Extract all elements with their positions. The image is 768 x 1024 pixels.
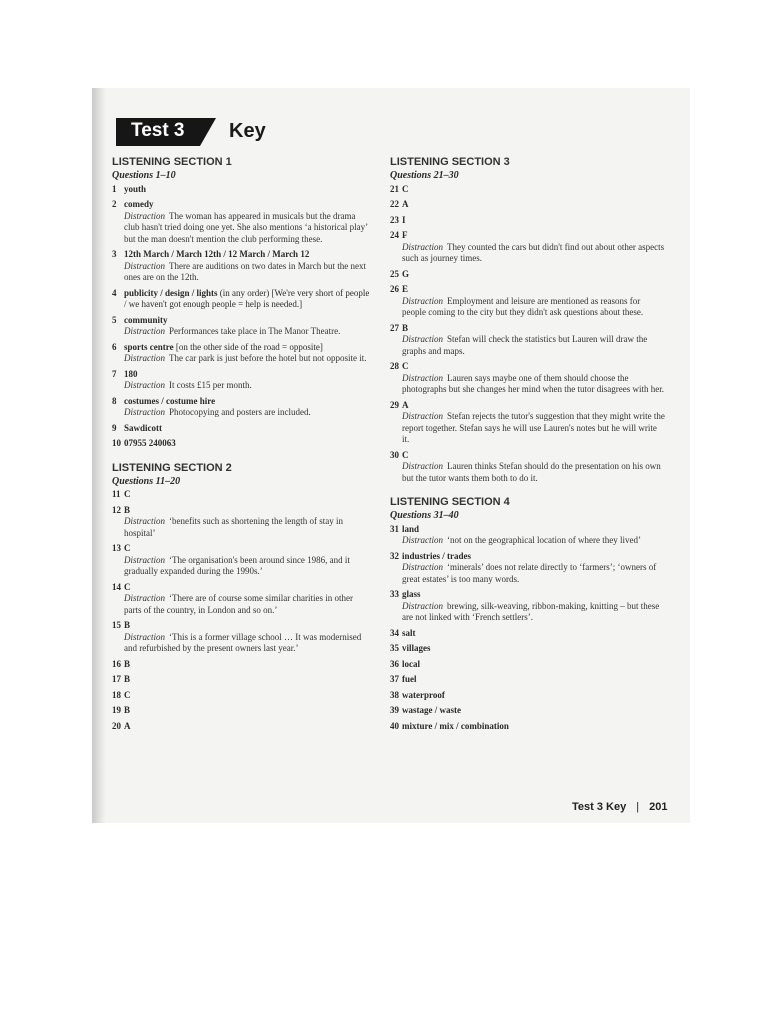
distraction-text: Employment and leisure are mentioned as reasons for people coming to the city but they didn't ask questions about these. [402,295,644,317]
answer-line [402,199,666,211]
distraction-text: They counted the cars but didn't find out about other aspects such as journey times. [402,241,665,263]
question-number: 29 [390,399,399,410]
question-number: 4 [112,287,117,298]
answer-text: C [124,489,131,499]
answer-item [390,269,666,281]
answer-text: B [124,705,131,715]
question-number: 17 [112,674,121,684]
distraction-text: ‘benefits such as shortening the length of stay in hospital’ [124,516,343,538]
question-number: 36 [390,658,399,669]
answer-item [112,659,372,671]
distraction-line [124,632,372,655]
distraction-text: Stefan rejects the tutor's suggestion that they might write the report together. Stefan says he will use Lauren's notes but he will write it. [402,411,665,444]
question-number: 34 [390,627,399,638]
distraction-line [402,535,666,547]
distraction-line [402,296,666,319]
question-number: 25 [390,268,399,279]
distraction-text: Stefan will check the statistics but Lauren will draw the graphs and maps. [402,334,648,356]
answer-text: G [402,268,410,279]
distraction-label: Distraction [402,461,444,471]
question-number: 1 [112,183,117,194]
distraction-text: ‘This is a former village school … It was modernised and refurbished by the present owners last year.’ [124,631,362,653]
left-column [112,156,372,744]
distraction-label: Distraction [124,210,166,221]
answer-line [124,396,372,408]
answer-item [112,620,372,655]
question-number: 11 [112,489,121,499]
answer-item [390,361,666,396]
distraction-text: Lauren thinks Stefan should do the presentation on his own but the tutor wants them both to do it. [402,461,661,483]
distraction-line [124,261,372,284]
answer-item [112,199,372,245]
distraction-label: Distraction [402,334,444,344]
question-number: 31 [390,523,399,534]
answer-text: mixture / mix / combination [402,720,509,731]
question-number: 30 [390,449,399,460]
answer-line [402,721,666,733]
listening-section [112,156,372,450]
distraction-label: Distraction [124,554,166,565]
answer-item [112,288,372,311]
answer-item [390,323,666,358]
answer-item [112,184,372,196]
distraction-line [124,407,372,419]
answer-line [124,674,372,686]
distraction-text: It costs £15 per month. [169,380,252,390]
answer-item [112,369,372,392]
distraction-line [124,555,372,578]
answer-item [390,230,666,265]
distraction-line [124,353,372,365]
answer-line [124,582,372,594]
answer-text: wastage / waste [402,705,461,715]
questions-range: Questions 1–10 [112,170,176,181]
question-number: 22 [390,199,399,209]
distraction-text: The woman has appeared in musicals but the drama club hasn't tried doing one yet. She also mentions ‘a historical play’ but the man doesn't mention the club performing these. [124,210,368,244]
answer-line [402,184,666,196]
answer-line [124,659,372,671]
answer-text: C [402,183,409,194]
questions-range: Questions 11–20 [112,475,181,487]
question-number: 15 [112,620,121,630]
listening-section [390,156,666,484]
answer-line [124,489,372,501]
answer-note: [on the other side of the road = opposite] [173,341,323,352]
question-number: 21 [390,183,399,194]
answer-text: industries / trades [402,550,472,561]
question-number: 27 [390,322,399,333]
distraction-label: Distraction [402,535,444,545]
question-number: 39 [390,705,399,715]
question-number: 38 [390,689,399,700]
answer-line [124,543,372,555]
answer-text: land [402,523,420,534]
test-badge-label: Test 3 [131,120,185,141]
distraction-line [402,334,666,357]
answer-text: publicity / design / lights [124,287,218,298]
answer-line [402,215,666,227]
distraction-text: ‘The organisation's been around since 1986, and it gradually expanded during the 1990s.’ [124,554,350,576]
section-title: LISTENING SECTION 4 [390,496,510,508]
answer-text: 180 [124,368,138,379]
question-number: 37 [390,674,399,684]
distraction-label: Distraction [124,260,166,271]
question-number: 40 [390,720,399,731]
distraction-label: Distraction [124,326,166,336]
question-number: 12 [112,504,121,515]
distraction-line [124,211,372,246]
answer-line [124,620,372,632]
answer-line [124,690,372,702]
distraction-label: Distraction [402,295,444,306]
answer-text: C [124,581,131,592]
question-number: 3 [112,249,117,259]
answer-text: A [402,399,409,410]
answer-line [402,628,666,640]
question-number: 32 [390,550,399,561]
page-footer [572,801,667,813]
answer-text: fuel [402,674,417,684]
distraction-label: Distraction [124,631,166,642]
answer-line [402,643,666,655]
distraction-text: Lauren says maybe one of them should choose the photographs but she changes her mind when the tutor disagrees with her. [402,372,664,394]
question-number: 28 [390,361,399,371]
answer-item [390,674,666,686]
question-number: 2 [112,199,117,209]
answer-line [124,438,372,450]
listening-section [390,496,666,732]
answer-note: (in any order) [We're very short of people / we haven't got enough people = help is needed.] [124,287,370,309]
answer-line [402,284,666,296]
answer-text: C [124,543,131,553]
answer-text: 07955 240063 [124,438,176,448]
answer-line [402,400,666,412]
distraction-line [402,373,666,396]
distraction-label: Distraction [402,372,444,383]
section-title: LISTENING SECTION 3 [390,156,510,168]
distraction-label: Distraction [402,411,444,421]
answer-text: F [402,230,408,240]
answer-text: I [402,214,406,225]
question-number: 20 [112,720,121,731]
distraction-text: ‘minerals’ does not relate directly to ‘farmers’; ‘owners of great estates’ is too many words. [402,562,657,584]
answer-item [112,705,372,717]
answer-item [112,721,372,733]
key-heading: Key [229,120,266,142]
answer-line [402,690,666,702]
answer-text: costumes / costume hire [124,395,216,406]
answer-text: B [402,322,409,333]
questions-range: Questions 21–30 [390,170,459,181]
answer-text: B [124,620,131,630]
answer-item [390,184,666,196]
answer-item [390,199,666,211]
section-title: LISTENING SECTION 2 [112,461,232,474]
footer-label: Test 3 Key [572,801,627,813]
distraction-text: ‘not on the geographical location of where they lived’ [447,535,641,545]
distraction-label: Distraction [124,353,166,363]
answer-line [124,342,372,354]
answer-line [402,674,666,686]
distraction-line [402,562,666,585]
listening-section [112,462,372,733]
question-number: 35 [390,643,399,653]
answer-text: B [124,674,131,684]
answer-text: comedy [124,199,154,209]
question-number: 16 [112,658,121,669]
answer-text: C [402,361,409,371]
answer-text: E [402,284,409,294]
answer-line [402,659,666,671]
distraction-label: Distraction [124,380,166,390]
question-number: 18 [112,689,121,700]
answer-item [112,423,372,435]
answer-text: salt [402,627,416,638]
answer-text: youth [124,183,147,194]
question-number: 14 [112,581,121,592]
answer-text: A [402,199,409,209]
answer-line [402,230,666,242]
answer-line [402,589,666,601]
distraction-line [402,411,666,446]
answer-item [390,705,666,717]
answer-text: B [124,504,131,515]
answer-text: local [402,658,420,669]
answer-text: 12th March / March 12th / 12 March / March 12 [124,249,310,259]
section-title: LISTENING SECTION 1 [112,156,232,168]
answer-item [390,551,666,586]
answer-line [402,361,666,373]
distraction-label: Distraction [402,600,444,611]
question-number: 9 [112,422,117,433]
answer-item [390,659,666,671]
distraction-label: Distraction [402,562,444,572]
answer-line [124,369,372,381]
answer-text: C [124,689,131,700]
question-number: 33 [390,589,399,599]
question-number: 8 [112,395,117,406]
question-number: 5 [112,314,117,325]
answer-text: villages [402,643,431,653]
distraction-text: Photocopying and posters are included. [169,407,311,417]
distraction-label: Distraction [124,516,166,526]
answer-item [390,721,666,733]
answer-item [390,643,666,655]
answer-text: glass [402,589,421,599]
questions-range: Questions 31–40 [390,510,459,521]
answer-item [390,589,666,624]
distraction-label: Distraction [124,407,166,417]
distraction-line [124,516,372,539]
answer-line [402,705,666,717]
answer-item [112,396,372,419]
answer-item [112,690,372,702]
answer-item [390,215,666,227]
distraction-text: ‘There are of course some similar charities in other parts of the country, in London and so on.’ [124,593,353,615]
page-binding-shadow [92,88,106,823]
answer-item [390,400,666,446]
distraction-text: The car park is just before the hotel but not opposite it. [169,353,367,363]
answer-item [390,628,666,640]
question-number: 23 [390,214,399,225]
distraction-line [124,593,372,616]
answer-text: community [124,314,168,325]
right-column [390,156,666,744]
answer-line [124,315,372,327]
question-number: 13 [112,543,121,553]
answer-text: Sawdicott [124,422,162,433]
question-number: 7 [112,368,117,379]
answer-line [124,705,372,717]
distraction-label: Distraction [402,241,444,252]
question-number: 19 [112,705,121,715]
answer-line [124,721,372,733]
answer-line [124,288,372,311]
answer-line [402,269,666,281]
answer-text: A [124,720,131,731]
answer-item [112,438,372,450]
distraction-line [402,242,666,265]
distraction-text: There are auditions on two dates in March but the next ones are on the 12th. [124,260,366,282]
distraction-label: Distraction [124,593,166,603]
answer-item [390,690,666,702]
answer-item [112,489,372,501]
answer-line [124,184,372,196]
question-number: 24 [390,230,399,240]
distraction-line [402,601,666,624]
answer-line [402,524,666,536]
answer-line [124,423,372,435]
answer-line [124,249,372,261]
answer-item [390,524,666,547]
answer-line [402,323,666,335]
answer-text: sports centre [124,341,174,352]
answer-text: B [124,658,131,669]
question-number: 26 [390,284,399,294]
distraction-text: Performances take place in The Manor Theatre. [169,326,341,336]
distraction-line [124,380,372,392]
distraction-text: brewing, silk-weaving, ribbon-making, knitting – but these are not linked with ‘French settlers’. [402,600,660,622]
distraction-line [124,326,372,338]
answer-line [402,450,666,462]
answer-item [112,315,372,338]
page-number: 201 [649,801,668,813]
footer-separator: | [636,801,640,813]
answer-text: waterproof [402,689,445,700]
answer-text: C [402,449,409,460]
question-number: 6 [112,341,117,352]
answer-item [112,543,372,578]
answer-item [112,674,372,686]
answer-line [124,505,372,517]
answer-item [112,342,372,365]
answer-item [112,249,372,284]
answer-line [402,551,666,563]
distraction-line [402,461,666,484]
answer-line [124,199,372,211]
answer-item [112,582,372,617]
answer-item [390,284,666,319]
question-number: 10 [112,438,121,448]
answer-item [390,450,666,485]
answer-item [112,505,372,540]
